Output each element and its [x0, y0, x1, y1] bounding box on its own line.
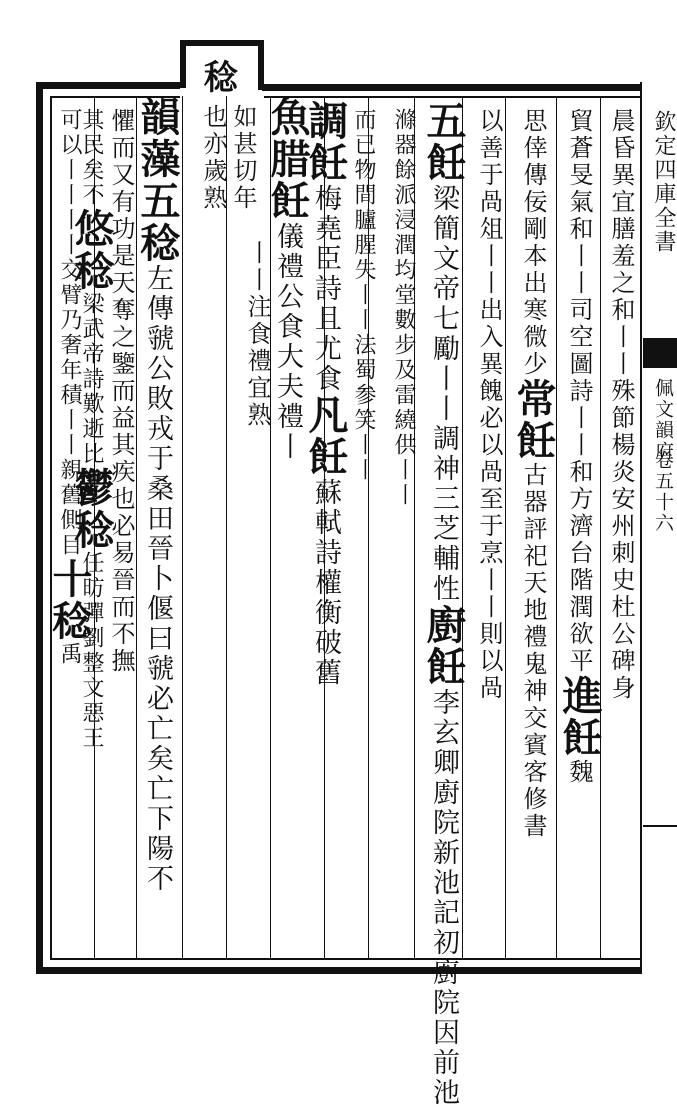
- entry-text: 其民矣不: [79, 108, 104, 208]
- entry-text: 而已: [351, 108, 376, 158]
- column-rule: [462, 96, 463, 958]
- entry-text: 思倖傳佞剛本出寒微少: [519, 108, 547, 378]
- headword: 鬱稔: [68, 467, 115, 551]
- entry-text: 梁簡文帝七勵丨丨調神三芝輔性: [428, 184, 459, 604]
- headword: 調飪: [302, 100, 349, 184]
- entry-text: 古器評祀天地禮鬼神交賓客修書: [519, 462, 547, 840]
- entry-text: 晨昏異宜膳羞之和丨丨殊節楊炎安州刺史杜公碑身: [607, 108, 635, 702]
- inner-top-right: [264, 96, 642, 98]
- column-rule: [182, 96, 183, 958]
- text-column: [472, 108, 506, 702]
- entry-text: 丨丨注食禮宜熟: [243, 240, 271, 429]
- text-column: [302, 100, 349, 688]
- headword: 十稔: [46, 558, 93, 642]
- headword: 五稔: [134, 180, 181, 264]
- headword: 韻藻: [134, 96, 181, 180]
- headword: 常飪: [510, 378, 557, 462]
- entry-text: 物間臚腥失丨丨: [351, 158, 376, 333]
- entry-text: 李玄卿廚院新池記初廚院因前池: [428, 688, 459, 1108]
- text-column: [556, 108, 603, 786]
- entry-text: 禹: [57, 642, 82, 667]
- entry-text: 法蜀参笑丨丨: [351, 333, 376, 483]
- entry-text: 魏: [565, 759, 593, 786]
- column-rule: [600, 96, 601, 958]
- text-column: [196, 104, 230, 212]
- frame-bottom: [36, 967, 642, 974]
- frame-top-left: [36, 82, 180, 89]
- entry-text: 可以丨丨: [57, 108, 82, 208]
- column-rule: [226, 96, 227, 958]
- headword: 魚腊飪: [264, 96, 311, 222]
- text-column: [264, 96, 311, 462]
- column-rule: [556, 96, 557, 958]
- text-column: [510, 108, 557, 840]
- entry-text: 也亦歲熟: [199, 104, 227, 212]
- entry-text: 左傳虢公敗戎于桑田晉卜偃曰虢必亡矣亡下陽不: [142, 264, 173, 894]
- frame-tab-left: [180, 40, 186, 88]
- entry-text: 懼而又有功是天奪之鑒而益其疾也必易晉而不撫: [107, 108, 135, 675]
- margin-tick: [643, 825, 677, 827]
- frame-tab-top: [180, 40, 264, 46]
- margin-rule: [640, 82, 642, 974]
- text-column: [604, 108, 638, 702]
- entry-text: 如甚切年: [229, 104, 257, 212]
- book-title: 欽定四庫全書: [651, 110, 676, 254]
- text-column: [386, 108, 420, 508]
- text-column: [240, 240, 274, 429]
- frame-top-right: [262, 84, 642, 91]
- headword: 進飪: [556, 675, 603, 759]
- fish-tail-mark: [643, 338, 677, 368]
- entry-text: 以善于咼俎丨丨出入: [475, 108, 503, 351]
- entry-text: 蘇軾詩權衡破舊: [310, 478, 341, 688]
- frame-left: [36, 82, 43, 974]
- entry-text: 餘派浸潤均堂數步及雷繞供丨丨: [391, 158, 416, 508]
- entry-text: 任昉彈劉整文惡王: [79, 551, 104, 751]
- text-column: [226, 104, 260, 212]
- section-title: 佩文韻府: [652, 378, 674, 462]
- entry-text: 梅堯臣詩且尤食: [310, 184, 341, 394]
- entry-text: 積丨丨親舊側目: [57, 383, 82, 558]
- text-column: [420, 100, 467, 1108]
- tab-heading: 稔: [204, 58, 238, 98]
- headword: 廚飪: [420, 604, 467, 688]
- text-column: [134, 96, 181, 894]
- entry-text: 異餽必以咼至于烹丨丨則以咼: [475, 351, 503, 702]
- frame-tab-right: [258, 40, 264, 90]
- headword: 五飪: [420, 100, 467, 184]
- volume-label: 卷五十六: [652, 450, 674, 534]
- headword: 悠稔: [68, 208, 115, 292]
- entry-text: 丨丨交臂乃奢年: [57, 208, 82, 383]
- inner-bottom: [50, 958, 642, 960]
- entry-text: 儀禮公食大夫禮丨: [272, 222, 303, 462]
- headword: 凡飪: [302, 394, 349, 478]
- entry-text: 貿蒼旻氣和丨丨司空圖詩丨丨和方濟台階潤欲平: [565, 108, 593, 675]
- entry-text: 滌器: [391, 108, 416, 158]
- text-column: [104, 108, 138, 675]
- text-column: [346, 108, 380, 483]
- entry-text: 梁武帝詩歎逝比: [79, 292, 104, 467]
